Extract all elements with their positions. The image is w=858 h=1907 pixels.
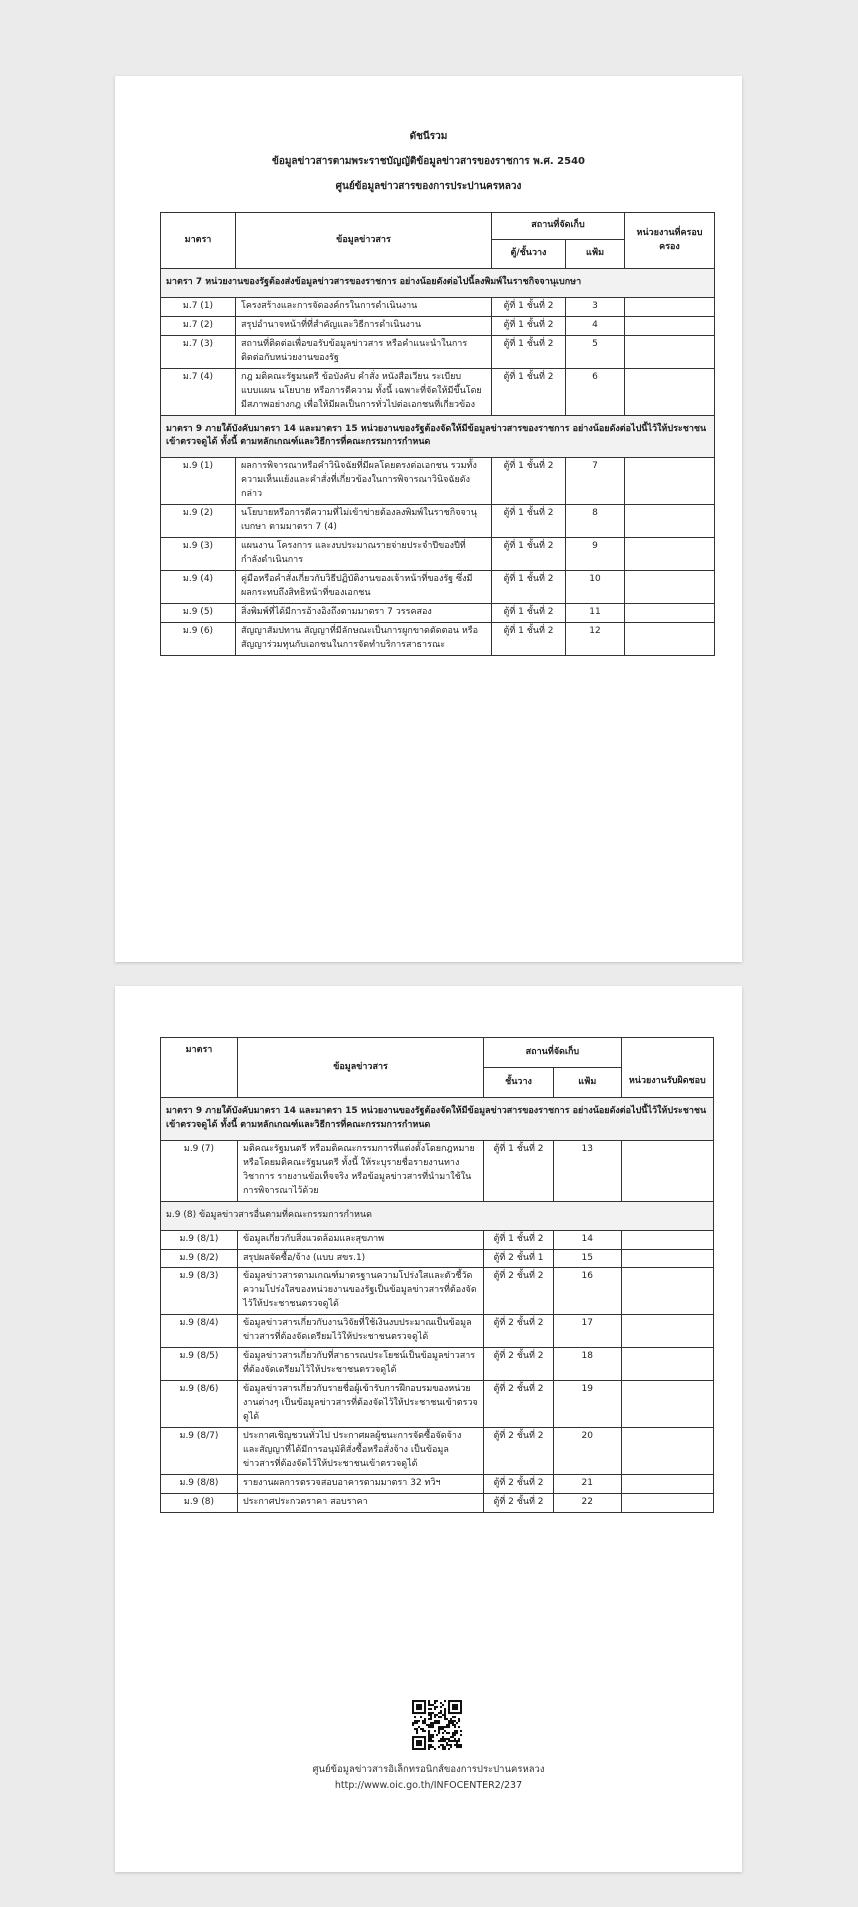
table-row — [161, 316, 715, 335]
row-code: ม.7 (4) — [161, 368, 236, 415]
row-location: ตู้ที่ 2 ชั้นที่ 2 — [484, 1493, 554, 1512]
row-location: ตู้ที่ 2 ชั้นที่ 2 — [484, 1315, 554, 1348]
section-9-heading: มาตรา 9 ภายใต้บังคับมาตรา 14 และมาตรา 15 หน่วยงานของรัฐต้องจัดให้มีข้อมูลข่าวสารของราชการ อย่างน้อยดังต่อไปนี้ไว้ให้ประชาชนเข้าตรวจดูได้ ทั้งนี้ ตามหลักเกณฑ์และวิธีการที่คณะกรรมการกำหนด — [161, 1098, 714, 1141]
header-info: ข้อมูลข่าวสาร — [236, 213, 492, 269]
header-section: มาตรา — [161, 213, 236, 269]
row-description: ประกาศเชิญชวนทั่วไป ประกาศผลผู้ชนะการจัดซื้อจัดจ้าง และสัญญาที่ได้มีการอนุมัติสั่งซื้อหรือสั่งจ้าง เป็นข้อมูลข่าวสารที่ต้องจัดไว้ให้ประชาชนเข้าตรวจดูได้ — [237, 1427, 483, 1474]
row-code: ม.9 (8/2) — [161, 1249, 238, 1268]
row-location: ตู้ที่ 1 ชั้นที่ 2 — [492, 505, 566, 538]
row-file: 3 — [566, 297, 625, 316]
table-row — [161, 1230, 714, 1249]
row-description: คู่มือหรือคำสั่งเกี่ยวกับวิธีปฏิบัติงานของเจ้าหน้าที่ของรัฐ ซึ่งมีผลกระทบถึงสิทธิหน้าที่ของเอกชน — [236, 570, 492, 603]
row-file: 21 — [553, 1474, 621, 1493]
row-file: 15 — [553, 1249, 621, 1268]
row-description: สรุปผลจัดซื้อ/จ้าง (แบบ สขร.1) — [237, 1249, 483, 1268]
section-9-heading: มาตรา 9 ภายใต้บังคับมาตรา 14 และมาตรา 15 หน่วยงานของรัฐต้องจัดให้มีข้อมูลข่าวสารของราชการ อย่างน้อยดังต่อไปนี้ไว้ให้ประชาชนเข้าตรวจดูได้ ทั้งนี้ ตามหลักเกณฑ์และวิธีการที่คณะกรรมการกำหนด — [161, 415, 715, 458]
header-info: ข้อมูลข่าวสาร — [237, 1038, 483, 1098]
row-location: ตู้ที่ 1 ชั้นที่ 2 — [492, 538, 566, 571]
row-agency — [625, 603, 715, 622]
table-row — [161, 1268, 714, 1315]
row-code: ม.9 (7) — [161, 1140, 238, 1201]
row-agency — [625, 622, 715, 655]
header-location: สถานที่จัดเก็บ — [492, 213, 625, 240]
row-file: 4 — [566, 316, 625, 335]
qr-code-icon — [412, 1700, 462, 1750]
row-description: ข้อมูลข่าวสารตามเกณฑ์มาตรฐานความโปร่งใสและตัวชี้วัดความโปร่งใสของหน่วยงานของรัฐเป็นข้อมูลข่าวสารที่ต้องจัดไว้ให้ประชาชนตรวจดูได้ — [237, 1268, 483, 1315]
section-7-heading: มาตรา 7 หน่วยงานของรัฐต้องส่งข้อมูลข่าวสารของราชการ อย่างน้อยดังต่อไปนี้ลงพิมพ์ในราชกิจจานุเบกษา — [161, 269, 715, 298]
header-cabinet: ตู้/ชั้นวาง — [492, 240, 566, 269]
row-location: ตู้ที่ 1 ชั้นที่ 2 — [492, 297, 566, 316]
row-file: 6 — [566, 368, 625, 415]
act-title: ข้อมูลข่าวสารตามพระราชบัญญัติข้อมูลข่าวสารของราชการ พ.ศ. 2540 — [272, 156, 585, 167]
row-description: ข้อมูลข่าวสารเกี่ยวกับที่สาธารณประโยชน์เป็นข้อมูลข่าวสารที่ต้องจัดเตรียมไว้ให้ประชาชนตรวจดูได้ — [237, 1348, 483, 1381]
row-location: ตู้ที่ 1 ชั้นที่ 2 — [492, 316, 566, 335]
document-page-2 — [115, 986, 742, 1872]
row-location: ตู้ที่ 2 ชั้นที่ 2 — [484, 1348, 554, 1381]
row-agency — [625, 335, 715, 368]
table-row — [161, 622, 715, 655]
row-location: ตู้ที่ 1 ชั้นที่ 2 — [492, 603, 566, 622]
row-file: 9 — [566, 538, 625, 571]
row-code: ม.7 (3) — [161, 335, 236, 368]
row-code: ม.7 (1) — [161, 297, 236, 316]
row-code: ม.9 (8/6) — [161, 1381, 238, 1428]
footer-url: http://www.oic.go.th/INFOCENTER2/237 — [334, 1780, 523, 1791]
row-code: ม.9 (6) — [161, 622, 236, 655]
row-location: ตู้ที่ 1 ชั้นที่ 2 — [492, 570, 566, 603]
row-description: สิ่งพิมพ์ที่ได้มีการอ้างอิงถึงตามมาตรา 7 วรรคสอง — [236, 603, 492, 622]
row-location: ตู้ที่ 1 ชั้นที่ 2 — [492, 335, 566, 368]
row-location: ตู้ที่ 1 ชั้นที่ 2 — [492, 458, 566, 505]
table-row — [161, 1427, 714, 1474]
row-code: ม.9 (8/8) — [161, 1474, 238, 1493]
row-file: 16 — [553, 1268, 621, 1315]
subsection-heading: ม.9 (8) ข้อมูลข่าวสารอื่นตามที่คณะกรรมการกำหนด — [161, 1201, 714, 1230]
row-file: 11 — [566, 603, 625, 622]
header-file: แฟ้ม — [553, 1068, 621, 1098]
row-agency — [621, 1249, 713, 1268]
row-agency — [621, 1427, 713, 1474]
row-code: ม.9 (5) — [161, 603, 236, 622]
row-file: 14 — [553, 1230, 621, 1249]
row-agency — [621, 1348, 713, 1381]
row-description: แผนงาน โครงการ และงบประมาณรายจ่ายประจำปีของปีที่กำลังดำเนินการ — [236, 538, 492, 571]
table-row — [161, 335, 715, 368]
row-agency — [625, 316, 715, 335]
index-title: ดัชนีรวม — [409, 131, 448, 142]
table-row — [161, 297, 715, 316]
row-agency — [625, 505, 715, 538]
row-description: ข้อมูลข่าวสารเกี่ยวกับรายชื่อผู้เข้ารับการฝึกอบรมของหน่วยงานต่างๆ เป็นข้อมูลข่าวสารที่ต้องจัดไว้ให้ประชาชนเข้าตรวจดูได้ — [237, 1381, 483, 1428]
header-file: แฟ้ม — [566, 240, 625, 269]
index-table-page-2 — [160, 1037, 714, 1513]
row-agency — [625, 368, 715, 415]
row-file: 10 — [566, 570, 625, 603]
table-row — [161, 1381, 714, 1428]
row-file: 18 — [553, 1348, 621, 1381]
row-agency — [625, 458, 715, 505]
row-file: 17 — [553, 1315, 621, 1348]
row-agency — [625, 570, 715, 603]
row-location: ตู้ที่ 1 ชั้นที่ 2 — [492, 622, 566, 655]
row-description: กฎ มติคณะรัฐมนตรี ข้อบังคับ คำสั่ง หนังสือเวียน ระเบียบ แบบแผน นโยบาย หรือการตีความ ทั้งนี้ เฉพาะที่จัดให้มีขึ้นโดยมีสภาพอย่างกฎ เพื่อให้มีผลเป็นการทั่วไปต่อเอกชนที่เกี่ยวข้อง — [236, 368, 492, 415]
table-row — [161, 1348, 714, 1381]
header-location: สถานที่จัดเก็บ — [484, 1038, 621, 1068]
table-row — [161, 538, 715, 571]
row-location: ตู้ที่ 2 ชั้นที่ 1 — [484, 1249, 554, 1268]
row-location: ตู้ที่ 1 ชั้นที่ 2 — [484, 1230, 554, 1249]
row-code: ม.9 (4) — [161, 570, 236, 603]
row-description: ผลการพิจารณาหรือคำวินิจฉัยที่มีผลโดยตรงต่อเอกชน รวมทั้งความเห็นแย้งและคำสั่งที่เกี่ยวข้องในการพิจารณาวินิจฉัยดังกล่าว — [236, 458, 492, 505]
row-code: ม.9 (8/7) — [161, 1427, 238, 1474]
row-code: ม.9 (8) — [161, 1493, 238, 1512]
row-description: สถานที่ติดต่อเพื่อขอรับข้อมูลข่าวสาร หรือคำแนะนำในการติดต่อกับหน่วยงานของรัฐ — [236, 335, 492, 368]
header-section: มาตรา — [161, 1038, 238, 1098]
row-agency — [621, 1381, 713, 1428]
table-row — [161, 368, 715, 415]
table-row — [161, 1474, 714, 1493]
row-code: ม.9 (8/3) — [161, 1268, 238, 1315]
table-row — [161, 1493, 714, 1512]
table-row — [161, 603, 715, 622]
row-code: ม.7 (2) — [161, 316, 236, 335]
row-file: 22 — [553, 1493, 621, 1512]
table-row — [161, 1315, 714, 1348]
center-title: ศูนย์ข้อมูลข่าวสารของการประปานครหลวง — [335, 181, 522, 192]
row-agency — [621, 1474, 713, 1493]
row-code: ม.9 (8/5) — [161, 1348, 238, 1381]
row-description: โครงสร้างและการจัดองค์กรในการดำเนินงาน — [236, 297, 492, 316]
row-file: 19 — [553, 1381, 621, 1428]
row-code: ม.9 (2) — [161, 505, 236, 538]
row-code: ม.9 (3) — [161, 538, 236, 571]
row-agency — [621, 1140, 713, 1201]
row-location: ตู้ที่ 1 ชั้นที่ 2 — [492, 368, 566, 415]
row-agency — [621, 1315, 713, 1348]
header-agency: หน่วยงานที่ครอบครอง — [625, 213, 715, 269]
header-agency: หน่วยงานรับผิดชอบ — [621, 1038, 713, 1098]
footer-center-name: ศูนย์ข้อมูลข่าวสารอิเล็กทรอนิกส์ของการประปานครหลวง — [312, 1764, 545, 1775]
row-description: สัญญาสัมปทาน สัญญาที่มีลักษณะเป็นการผูกขาดตัดตอน หรือสัญญาร่วมทุนกับเอกชนในการจัดทำบริการสาธารณะ — [236, 622, 492, 655]
row-code: ม.9 (1) — [161, 458, 236, 505]
row-location: ตู้ที่ 2 ชั้นที่ 2 — [484, 1381, 554, 1428]
row-agency — [625, 297, 715, 316]
table-row — [161, 1249, 714, 1268]
row-file: 5 — [566, 335, 625, 368]
row-agency — [621, 1493, 713, 1512]
row-agency — [621, 1230, 713, 1249]
table-row — [161, 570, 715, 603]
row-agency — [621, 1268, 713, 1315]
row-file: 20 — [553, 1427, 621, 1474]
row-description: นโยบายหรือการตีความที่ไม่เข้าข่ายต้องลงพิมพ์ในราชกิจจานุเบกษา ตามมาตรา 7 (4) — [236, 505, 492, 538]
row-file: 13 — [553, 1140, 621, 1201]
row-file: 8 — [566, 505, 625, 538]
row-description: มติคณะรัฐมนตรี หรือมติคณะกรรมการที่แต่งตั้งโดยกฎหมาย หรือโดยมติคณะรัฐมนตรี ทั้งนี้ ให้ระบุรายชื่อรายงานทางวิชาการ รายงานข้อเท็จจริง หรือข้อมูลข่าวสารที่นำมาใช้ในการพิจารณาไว้ด้วย — [237, 1140, 483, 1201]
row-agency — [625, 538, 715, 571]
row-code: ม.9 (8/4) — [161, 1315, 238, 1348]
index-table-page-1 — [160, 212, 715, 656]
table-row — [161, 505, 715, 538]
header-cabinet: ชั้นวาง — [484, 1068, 554, 1098]
row-location: ตู้ที่ 2 ชั้นที่ 2 — [484, 1427, 554, 1474]
row-code: ม.9 (8/1) — [161, 1230, 238, 1249]
row-location: ตู้ที่ 1 ชั้นที่ 2 — [484, 1140, 554, 1201]
table-row — [161, 458, 715, 505]
row-description: สรุปอำนาจหน้าที่ที่สำคัญและวิธีการดำเนินงาน — [236, 316, 492, 335]
row-location: ตู้ที่ 2 ชั้นที่ 2 — [484, 1474, 554, 1493]
row-description: รายงานผลการตรวจสอบอาคารตามมาตรา 32 ทวิฯ — [237, 1474, 483, 1493]
row-location: ตู้ที่ 2 ชั้นที่ 2 — [484, 1268, 554, 1315]
row-file: 12 — [566, 622, 625, 655]
row-file: 7 — [566, 458, 625, 505]
document-page-1 — [115, 76, 742, 962]
table-row — [161, 1140, 714, 1201]
row-description: ประกาศประกวดราคา สอบราคา — [237, 1493, 483, 1512]
row-description: ข้อมูลข่าวสารเกี่ยวกับงานวิจัยที่ใช้เงินงบประมาณเป็นข้อมูลข่าวสารที่ต้องจัดเตรียมไว้ให้ประชาชนตรวจดูได้ — [237, 1315, 483, 1348]
row-description: ข้อมูลเกี่ยวกับสิ่งแวดล้อมและสุขภาพ — [237, 1230, 483, 1249]
